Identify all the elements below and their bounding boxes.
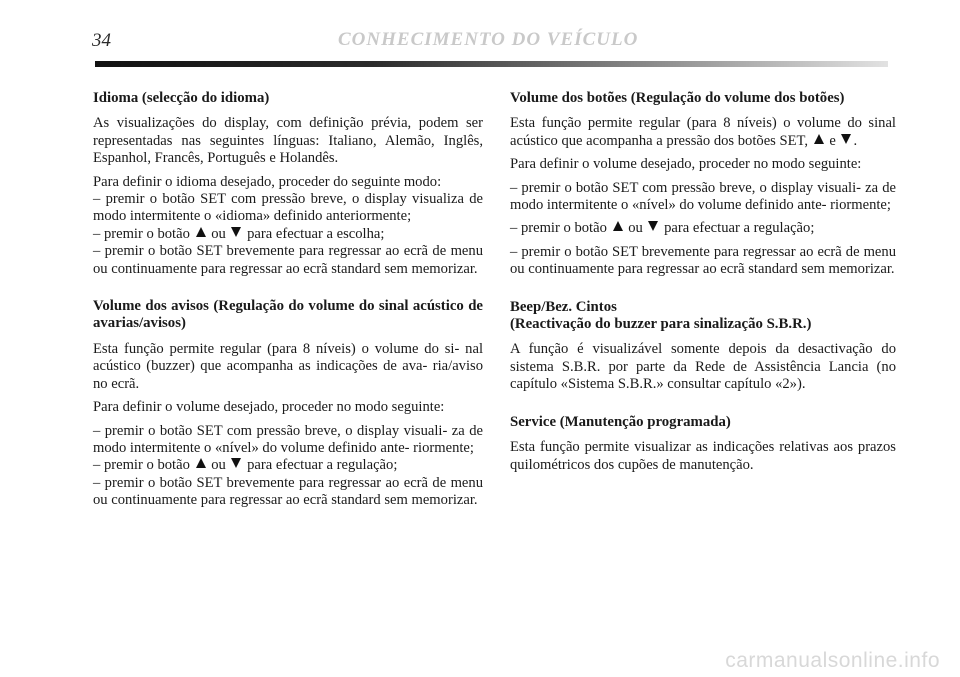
heading-line: Beep/Bez. Cintos bbox=[510, 298, 617, 315]
text-fragment: para efectuar a escolha; bbox=[247, 225, 385, 242]
text-fragment: ou bbox=[211, 457, 226, 474]
text-fragment: Esta função permite regular (para 8 níveis) o volume do sinal acústico que acompanha a pressão dos botões SET, bbox=[510, 115, 896, 149]
section-heading-service: Service (Manutenção programada) bbox=[510, 413, 731, 430]
text-fragment: – premir o botão bbox=[93, 457, 190, 474]
watermark: carmanualsonline.info bbox=[725, 649, 940, 672]
page-header-title: CONHECIMENTO DO VEÍCULO bbox=[338, 29, 639, 50]
paragraph: – premir o botão SET com pressão breve, o display visuali- za de modo intermitente o «nível» do volume definido ante- riormente; bbox=[93, 422, 483, 456]
triangle-up-icon bbox=[613, 221, 623, 231]
text-fragment: para efectuar a regulação; bbox=[247, 457, 398, 474]
paragraph: A função é visualizável somente depois da desactivação do sistema S.B.R. por parte da Rede de Assistência Lancia (no capítulo «Sistema S.B.R.» consultar capítulo «2»). bbox=[510, 341, 896, 393]
paragraph: – premir o botão SET brevemente para regressar ao ecrã de menu ou continuamente para regressar ao ecrã standard sem memorizar. bbox=[93, 474, 483, 509]
triangle-up-icon bbox=[814, 134, 824, 144]
paragraph: – premir o botão SET brevemente para regressar ao ecrã de menu ou continuamente para regressar ao ecrã standard sem memorizar. bbox=[93, 243, 483, 277]
paragraph: – premir o botão SET com pressão breve, o display visuali- za de modo intermitente o «nível» do volume definido ante- riormente; bbox=[510, 179, 896, 214]
section-heading-idioma: Idioma (selecção do idioma) bbox=[93, 90, 270, 106]
text-fragment: e bbox=[829, 132, 836, 149]
text-fragment: . bbox=[853, 132, 858, 149]
paragraph: Para definir o volume desejado, proceder no modo seguinte: bbox=[510, 156, 862, 173]
text-fragment: – premir o botão bbox=[93, 225, 190, 242]
paragraph-with-icons bbox=[510, 220, 896, 237]
triangle-up-icon bbox=[196, 458, 206, 468]
header-rule bbox=[95, 61, 888, 67]
triangle-down-icon bbox=[231, 227, 241, 237]
paragraph: Para definir o idioma desejado, proceder do seguinte modo: bbox=[93, 173, 442, 190]
right-column bbox=[510, 90, 896, 480]
text-fragment: para efectuar a regulação; bbox=[664, 220, 815, 237]
paragraph: Esta função permite regular (para 8 níveis) o volume do si- nal acústico (buzzer) que acompanha as indicações de ava- ria/aviso no ecrã. bbox=[93, 340, 483, 392]
paragraph-with-icons bbox=[93, 457, 483, 474]
section-heading-volume-avisos: Volume dos avisos (Regulação do volume do sinal acústico de avarias/avisos) bbox=[93, 298, 483, 332]
text-fragment: ou bbox=[628, 220, 643, 237]
heading-line: (Reactivação do buzzer para sinalização S.B.R.) bbox=[510, 316, 812, 333]
paragraph: Esta função permite visualizar as indicações relativas aos prazos quilométricos dos cupões de manutenção. bbox=[510, 439, 896, 473]
paragraph-with-icons bbox=[510, 115, 896, 150]
paragraph: As visualizações do display, com definição prévia, podem ser representadas nas seguintes línguas: Italiano, Alemão, Inglês, Espanhol, Francês, Português e Holandês. bbox=[93, 115, 483, 167]
text-fragment: ou bbox=[211, 225, 226, 242]
triangle-down-icon bbox=[841, 134, 851, 144]
paragraph: Para definir o volume desejado, proceder no modo seguinte: bbox=[93, 399, 445, 416]
left-column bbox=[93, 90, 483, 516]
text-fragment: – premir o botão bbox=[510, 220, 607, 237]
triangle-up-icon bbox=[196, 227, 206, 237]
page-number: 34 bbox=[92, 30, 111, 51]
section-heading-beep-cintos bbox=[510, 299, 896, 334]
triangle-down-icon bbox=[231, 458, 241, 468]
paragraph-with-icons bbox=[93, 226, 483, 243]
paragraph: – premir o botão SET brevemente para regressar ao ecrã de menu ou continuamente para regressar ao ecrã standard sem memorizar. bbox=[510, 243, 896, 278]
paragraph: – premir o botão SET com pressão breve, o display visualiza de modo intermitente o «idioma» definido anteriormente; bbox=[93, 191, 483, 225]
triangle-down-icon bbox=[648, 221, 658, 231]
section-heading-volume-botoes: Volume dos botões (Regulação do volume dos botões) bbox=[510, 90, 845, 106]
